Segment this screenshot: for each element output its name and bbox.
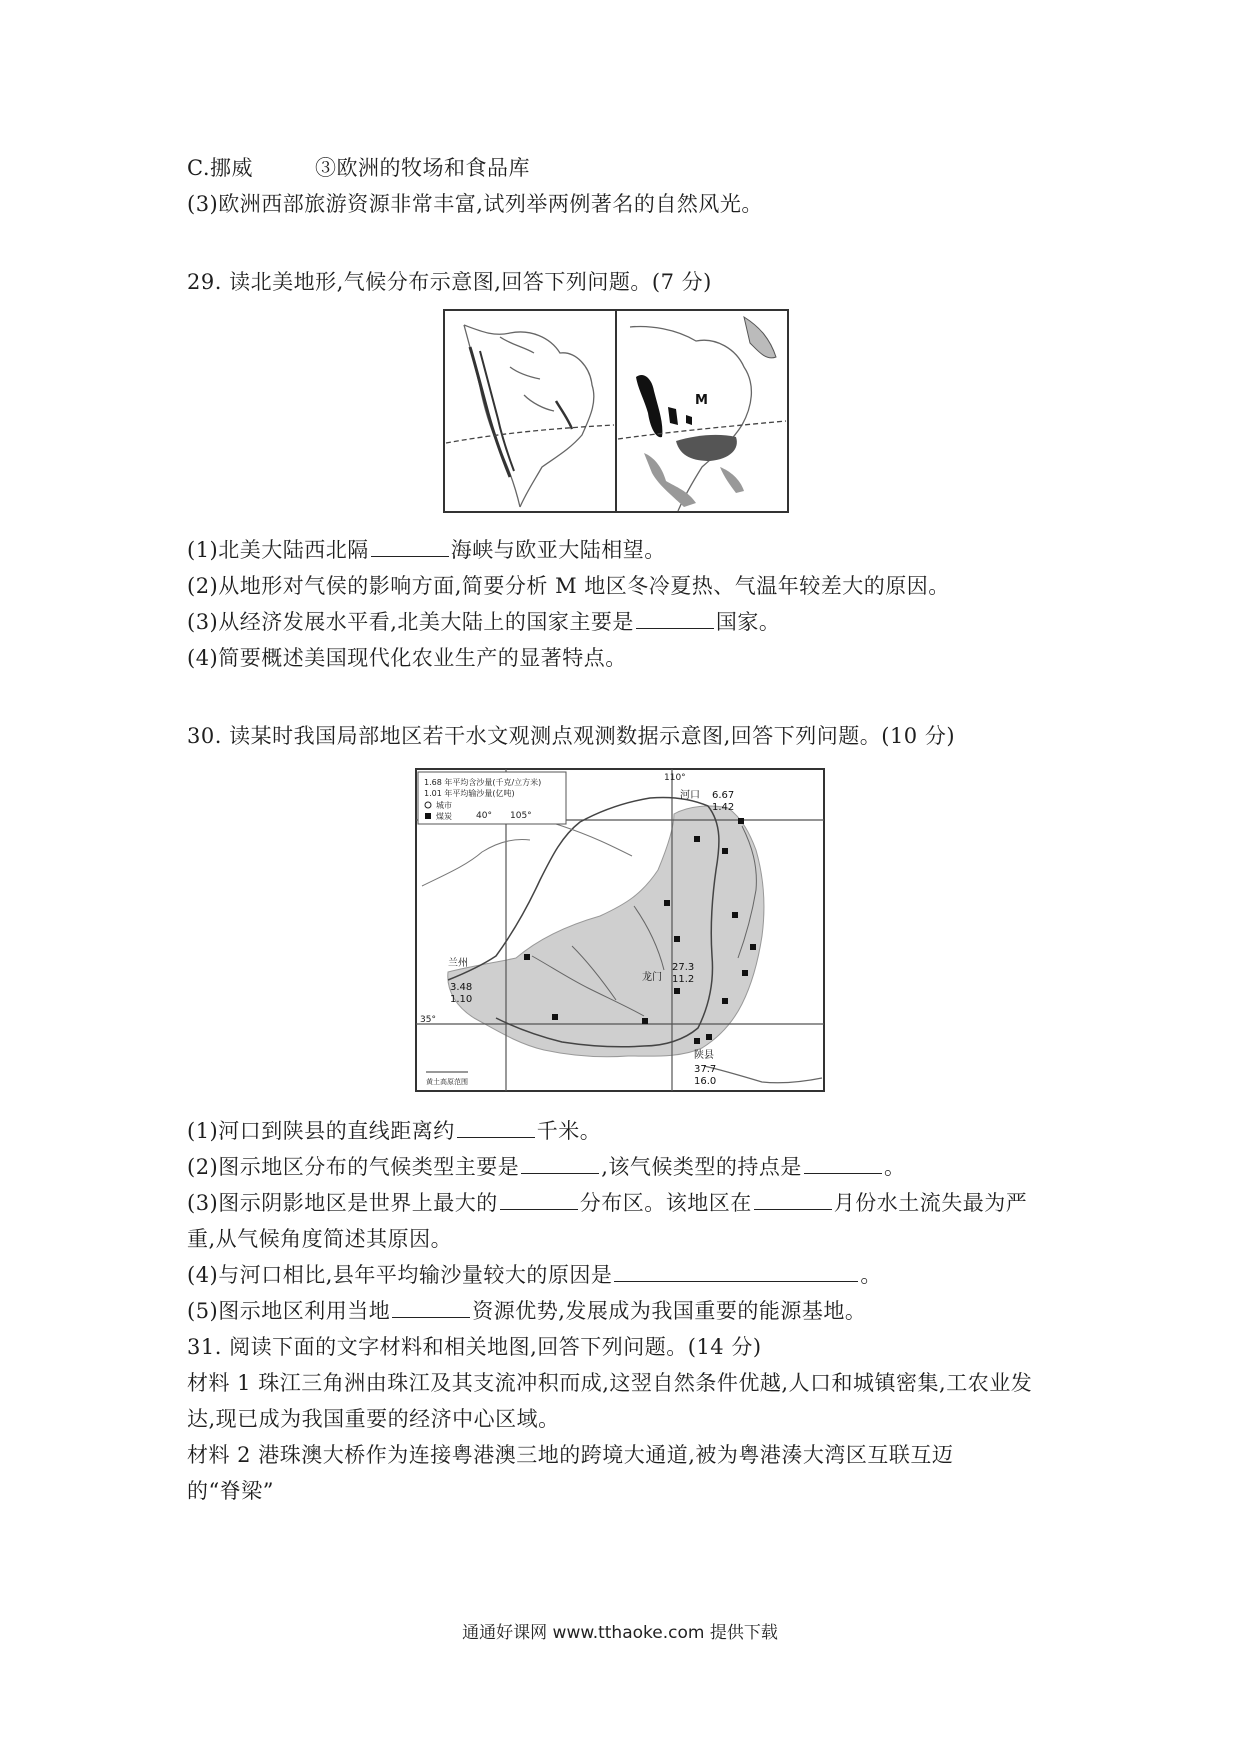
q31-material1-line2: 达,现已成为我国重要的经济中心区域。 — [187, 1407, 560, 1431]
q30-title: 30. 读某时我国局部地区若干水文观测点观测数据示意图,回答下列问题。(10 分) — [187, 724, 956, 748]
q29-sub3-text: (3)从经济发展水平看,北美大陆上的国家主要是 — [187, 610, 634, 634]
q30-sub4-text-end: 。 — [860, 1263, 882, 1287]
q30-sub1-text-end: 千米。 — [536, 1119, 602, 1143]
station-longmen-concentration: 27.3 — [672, 962, 695, 973]
q30-sub2 — [187, 1152, 905, 1182]
q30-sub3-text-mid: 分布区。该地区在 — [579, 1191, 752, 1215]
q28-option-c-label: C.挪威 — [187, 156, 253, 180]
q30-sub5-text-end: 资源优势,发展成为我国重要的能源基地。 — [472, 1299, 867, 1323]
lon-110-label: 110° — [664, 773, 686, 783]
q30-sub3-blank-2[interactable] — [754, 1189, 832, 1210]
q30-sub2-blank-2[interactable] — [804, 1153, 882, 1174]
q30-sub1 — [187, 1116, 601, 1146]
legend-sediment-concentration: 1.68 年平均含沙量(千克/立方米) — [424, 778, 542, 787]
q30-sub3 — [187, 1188, 1027, 1218]
q29-sub1-text: (1)北美大陆西北隔 — [187, 538, 369, 562]
q30-sub5 — [187, 1296, 866, 1326]
q29-title: 29. 读北美地形,气候分布示意图,回答下列问题。(7 分) — [187, 270, 712, 294]
legend-coal-label: 煤炭 — [436, 812, 452, 821]
q30-sub4 — [187, 1260, 882, 1290]
map-label-m: M — [695, 393, 708, 408]
q30-sub5-blank[interactable] — [392, 1297, 470, 1318]
north-america-map — [440, 307, 792, 515]
lat-35-label: 35° — [420, 1015, 436, 1025]
q29-sub4: (4)简要概述美国现代化农业生产的显著特点。 — [187, 646, 627, 670]
q29-sub3-blank[interactable] — [636, 608, 714, 629]
q30-sub4-blank[interactable] — [614, 1261, 858, 1282]
q30-sub2-text-mid: ,该气候类型的持点是 — [601, 1155, 802, 1179]
q28-sub3: (3)欧洲西部旅游资源非常丰富,试列举两例著名的自然风光。 — [187, 192, 763, 216]
q30-sub1-blank[interactable] — [457, 1117, 535, 1138]
station-hekou-load: 1.42 — [712, 802, 735, 813]
q30-sub1-text: (1)河口到陕县的直线距离约 — [187, 1119, 455, 1143]
station-shanxian: 陕县 — [694, 1050, 714, 1061]
q29-sub1 — [187, 535, 666, 565]
q29-sub2: (2)从地形对气侯的影响方面,简要分析 M 地区冬冷夏热、气温年较差大的原因。 — [187, 574, 950, 598]
lon-105-label: 105° — [510, 811, 532, 821]
station-shanxian-concentration: 37.7 — [694, 1064, 717, 1075]
legend-city-label: 城市 — [436, 801, 452, 810]
q31-material2-line2: 的“脊梁” — [187, 1479, 274, 1503]
station-lanzhou-concentration: 3.48 — [450, 982, 473, 993]
q29-sub1-text-end: 海峡与欧亚大陆相望。 — [450, 538, 666, 562]
q30-sub3-cont: 重,从气候角度简述其原因。 — [187, 1227, 453, 1251]
station-lanzhou-load: 1.10 — [450, 994, 473, 1005]
q28-option-c — [187, 153, 530, 183]
q30-sub3-blank-1[interactable] — [500, 1189, 578, 1210]
page-footer: 通通好课网 www.tthaoke.com 提供下载 — [462, 1623, 778, 1643]
station-shanxian-load: 16.0 — [694, 1076, 717, 1087]
q30-sub2-blank-1[interactable] — [521, 1153, 599, 1174]
q30-sub5-text: (5)图示地区利用当地 — [187, 1299, 391, 1323]
station-lanzhou: 兰州 — [448, 958, 468, 969]
legend-coal-icon — [425, 813, 431, 819]
station-longmen: 龙门 — [642, 972, 662, 983]
q30-sub2-text: (2)图示地区分布的气候类型主要是 — [187, 1155, 520, 1179]
q30-sub3-text-end: 月份水土流失最为严 — [833, 1191, 1028, 1215]
q29-sub3 — [187, 607, 780, 637]
q29-sub1-blank[interactable] — [371, 536, 449, 557]
q30-sub3-text: (3)图示阴影地区是世界上最大的 — [187, 1191, 498, 1215]
q30-sub4-text: (4)与河口相比,县年平均输沙量较大的原因是 — [187, 1263, 613, 1287]
q31-material2-line1: 材料 2 港珠澳大桥作为连接粤港澳三地的跨境大通道,被为粤港湊大湾区互联互迈 — [187, 1443, 954, 1467]
station-longmen-load: 11.2 — [672, 974, 695, 985]
station-hekou: 河口 — [680, 790, 700, 801]
station-hekou-concentration: 6.67 — [712, 790, 735, 801]
q28-option-c-match: ③欧洲的牧场和食品库 — [315, 156, 530, 180]
yellow-river-map — [412, 766, 828, 1094]
legend-sediment-load: 1.01 年平均输沙量(亿吨) — [424, 789, 515, 798]
q29-sub3-text-end: 国家。 — [715, 610, 781, 634]
q31-material1-line1: 材料 1 珠江三角洲由珠江及其支流冲积而成,这翌自然条件优越,人口和城镇密集,工农业发 — [187, 1371, 1033, 1395]
lat-40-label: 40° — [476, 811, 492, 821]
legend-shade-label: 黄土高原范围 — [426, 1078, 468, 1086]
q31-title: 31. 阅读下面的文字材料和相关地图,回答下列问题。(14 分) — [187, 1335, 762, 1359]
q30-sub2-text-end: 。 — [883, 1155, 906, 1179]
